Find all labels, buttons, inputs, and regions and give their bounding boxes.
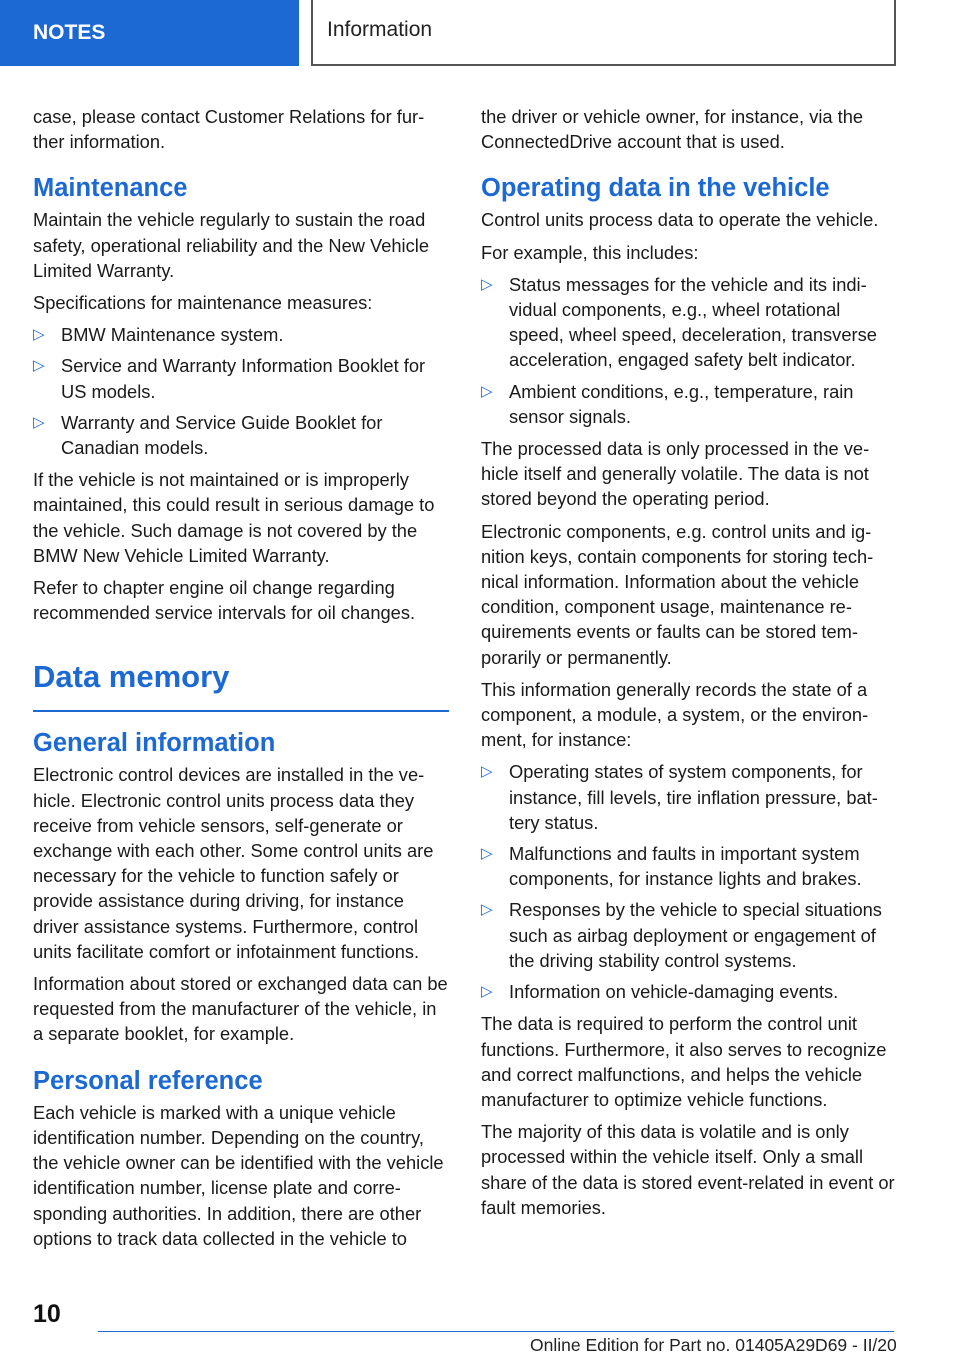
paragraph: Refer to chapter engine oil change regarding recommended service intervals for oil changes. xyxy=(33,577,416,624)
paragraph: Electronic components, e.g. control units and ignition keys, contain components for storing technical information. Information about the vehicle condition, component usage, maintenance requirements events or faults can be stored temporarily or permanently. xyxy=(481,520,874,668)
triangle-bullet-icon: ▷ xyxy=(33,326,45,344)
paragraph: This information generally records the state of a component, a module, a system, or the environment, for instance: xyxy=(481,678,869,751)
heading-data-memory: Data memory xyxy=(33,658,449,712)
list-item: ▷ Operating states of system components, for instance, fill levels, tire inflation pressure, battery status. xyxy=(481,761,878,833)
paragraph: Control units process data to operate the vehicle. xyxy=(481,209,879,231)
triangle-bullet-icon: ▷ xyxy=(481,901,493,919)
triangle-bullet-icon: ▷ xyxy=(33,413,45,431)
heading-personal-reference: Personal reference xyxy=(33,1066,263,1095)
section-tab: NOTES xyxy=(0,0,299,66)
footer-divider xyxy=(98,1331,894,1332)
paragraph: Information about stored or exchanged data can be requested from the manufacturer of the vehicle, in a separate booklet, for example. xyxy=(33,973,448,1045)
triangle-bullet-icon: ▷ xyxy=(481,983,493,1001)
paragraph: The data is required to perform the control unit functions. Furthermore, it also serves to recognize and correct malfunctions, and helps the vehicle manufacturer to optimize vehicle functions. xyxy=(481,1013,887,1110)
heading-general-information: General information xyxy=(33,729,276,758)
list-item: ▷ Ambient conditions, e.g., temperature, rain sensor signals. xyxy=(481,380,854,427)
list-item: ▷ Information on vehicle-damaging events. xyxy=(481,981,839,1003)
left-column xyxy=(33,104,449,1258)
list-item: ▷ Malfunctions and faults in important system components, for instance lights and brakes. xyxy=(481,843,862,890)
bullet-list xyxy=(481,272,897,429)
triangle-bullet-icon: ▷ xyxy=(481,382,493,400)
right-column xyxy=(481,104,897,1227)
heading-maintenance: Maintenance xyxy=(33,174,188,203)
footer-edition: Online Edition for Part no. 01405A29D69 - II/20 xyxy=(530,1335,897,1355)
triangle-bullet-icon: ▷ xyxy=(33,357,45,375)
triangle-bullet-icon: ▷ xyxy=(481,275,493,293)
bullet-list xyxy=(481,759,897,1004)
triangle-bullet-icon: ▷ xyxy=(481,763,493,781)
page-number: 10 xyxy=(33,1300,61,1328)
triangle-bullet-icon: ▷ xyxy=(481,845,493,863)
paragraph: the driver or vehicle owner, for instance, via the ConnectedDrive account that is used. xyxy=(481,106,864,153)
paragraph: If the vehicle is not maintained or is improperly maintained, this could result in serious damage to the vehicle. Such damage is not covered by the BMW New Vehicle Limited Warranty. xyxy=(33,469,435,566)
paragraph: Each vehicle is marked with a unique vehicle identification number. Depending on the country, the vehicle owner can be identified with the vehicle identification number, license plate and corresponding authorities. In addition, there are other options to track data collected in the vehicle to xyxy=(33,1101,444,1249)
heading-operating-data: Operating data in the vehicle xyxy=(481,174,830,203)
chapter-tab: Information xyxy=(311,0,896,66)
page-header xyxy=(0,0,960,66)
list-item: ▷ BMW Maintenance system. xyxy=(33,324,284,346)
list-item: ▷ Warranty and Service Guide Booklet for Canadian models. xyxy=(33,411,383,459)
paragraph: Maintain the vehicle regularly to sustain the road safety, operational reliability and the New Vehicle Limited Warranty. xyxy=(33,209,429,281)
paragraph: For example, this includes: xyxy=(481,241,699,263)
paragraph: Electronic control devices are installed in the vehicle. Electronic control units process data they receive from vehicle sensors, self-generate or exchange with each other. Some control units are necessary for the vehicle to function safely or provide assistance during driving, for instance driver assistance systems. Furthermore, control units facilitate comfort or infotainment functions. xyxy=(33,764,434,962)
list-item: ▷ Responses by the vehicle to special situations such as airbag deployment or engagement of the driving stability control systems. xyxy=(481,899,882,971)
list-item: ▷ Service and Warranty Information Booklet for US models. xyxy=(33,355,426,402)
paragraph: The majority of this data is volatile and is only processed within the vehicle itself. Only a small share of the data is stored event-related in event or fault memories. xyxy=(481,1121,895,1218)
paragraph: case, please contact Customer Relations for further information. xyxy=(33,106,425,153)
paragraph: The processed data is only processed in the vehicle itself and generally volatile. The data is not stored beyond the operating period. xyxy=(481,438,870,510)
list-item: ▷ Status messages for the vehicle and its individual components, e.g., wheel rotational speed, wheel speed, deceleration, transverse acceleration, engaged safety belt indicator. xyxy=(481,273,877,371)
paragraph: Specifications for maintenance measures: xyxy=(33,292,373,314)
bullet-list xyxy=(33,322,449,460)
